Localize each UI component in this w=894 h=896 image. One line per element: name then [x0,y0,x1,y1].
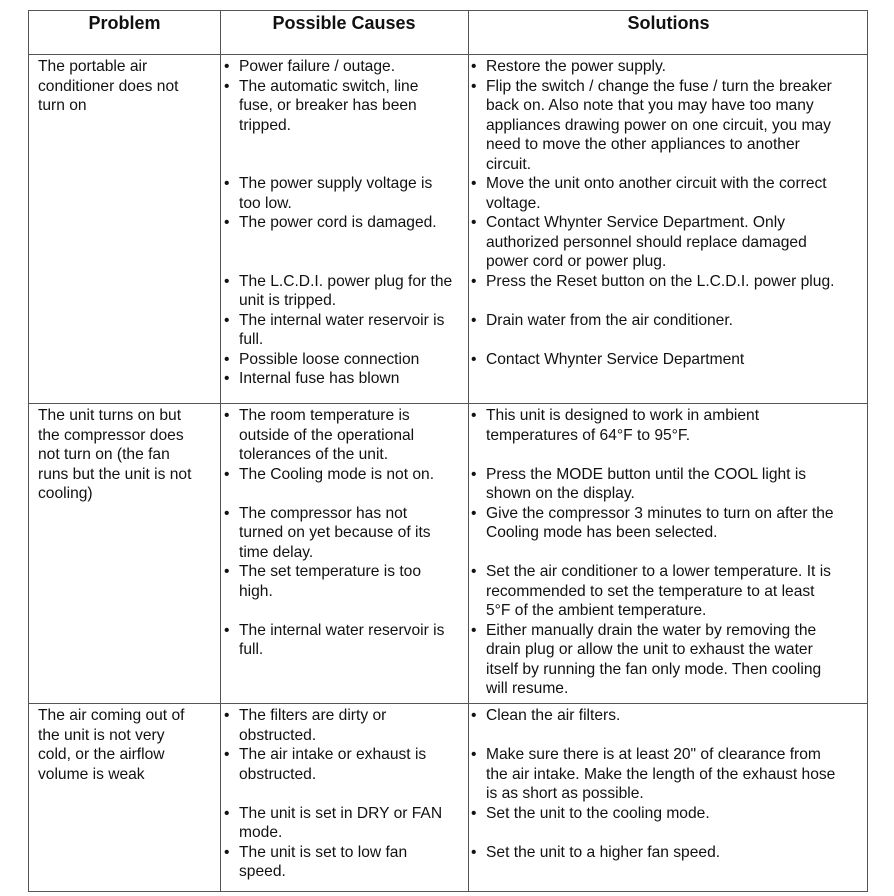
solution-item [486,350,744,370]
problem-description-line: runs but the unit is not [38,465,192,483]
cause-item [239,562,421,601]
solution-item-line: appliances drawing power on one circuit, you may [486,116,831,134]
solution-item [486,57,666,77]
solution-item-line: temperatures of 64°F to 95°F. [486,426,691,444]
row-divider-1 [29,403,867,404]
header-divider [29,54,867,55]
cause-item [239,311,444,350]
solution-item-line: is as short as possible. [486,785,644,802]
cause-item-line: outside of the operational [239,426,415,444]
cause-item-line: full. [239,331,264,348]
header-problem: Problem [88,13,161,33]
solution-item [486,706,620,726]
solution-item [486,621,821,699]
cause-item-line: The compressor has not [239,504,408,522]
solution-item [486,174,827,213]
cause-item [239,504,431,563]
solution-item-line: the air intake. Make the length of the exhaust hose [486,765,836,783]
cause-item [239,465,434,485]
cause-item-line: The air intake or exhaust is [239,746,427,763]
cause-item-line: full. [239,641,264,658]
problem-description [38,57,178,116]
cause-item [239,350,419,370]
solution-item-line: power cord or power plug. [486,253,667,270]
solution-item [486,804,710,824]
cause-item [239,174,432,213]
solution-item [486,311,733,331]
solution-item-line: voltage. [486,194,541,212]
solution-item-line: recommended to set the temperature to at least [486,582,815,600]
cause-item [239,272,452,311]
cause-item-line: mode. [239,824,283,841]
solution-item-line: Contact Whynter Service Department [486,350,745,368]
solution-item [486,77,832,175]
cause-item-line: The unit is set in DRY or FAN [239,804,443,822]
solution-item [486,504,834,543]
cause-item-line: high. [239,582,273,600]
solution-item [486,745,835,804]
problem-description-line: The air coming out of [38,707,185,724]
cause-item-line: The automatic switch, line [239,77,419,95]
cause-item-line: The unit is set to low fan [239,843,408,861]
solution-item-line: Drain water from the air conditioner. [486,311,734,329]
cause-item-line: Internal fuse has blown [239,370,400,387]
solution-item-line: circuit. [486,155,532,173]
cause-item-line: too low. [239,194,292,212]
problem-description [38,706,184,784]
cause-item-line: fuse, or breaker has been [239,97,417,114]
solution-item-line: Press the Reset button on the L.C.D.I. power plug. [486,272,835,290]
column-divider-causes-solutions [468,11,469,891]
solution-item-line: Press the MODE button until the COOL light is [486,465,807,483]
solution-item-line: authorized personnel should replace damaged [486,233,807,251]
problem-description-line: turn on [38,97,87,114]
cause-item-line: speed. [239,863,286,880]
solution-item-line: drain plug or allow the unit to exhaust the water [486,641,813,658]
solution-item-line: need to move the other appliances to another [486,136,800,153]
troubleshooting-table [28,10,868,892]
cause-item-line: obstructed. [239,726,317,744]
solution-item [486,213,807,272]
problem-description-line: The portable air [38,58,148,75]
problem-description-line: volume is weak [38,765,145,783]
solution-item-line: Flip the switch / change the fuse / turn the breaker [486,77,832,95]
solution-item-line: itself by running the fan only mode. Then cooling [486,660,822,678]
cause-item [239,213,437,233]
cause-item-line: The filters are dirty or [239,707,387,724]
problem-description-line: not turn on (the fan [38,446,170,463]
cause-item-line: The set temperature is too [239,563,422,580]
header-possible-causes: Possible Causes [272,13,416,33]
cause-item [239,804,442,843]
problem-description-line: the unit is not very [38,726,165,744]
cause-item-line: The internal water reservoir is [239,311,445,329]
cause-item-line: The Cooling mode is not on. [239,465,435,483]
cause-item-line: obstructed. [239,765,317,783]
problem-description-line: cold, or the airflow [38,746,165,763]
cause-item [239,745,426,784]
cause-item [239,843,407,882]
solution-item-line: Restore the power supply. [486,58,666,75]
solution-item-line: shown on the display. [486,485,635,502]
problem-description-line: the compressor does [38,426,184,444]
solution-item-line: Contact Whynter Service Department. Only [486,214,785,231]
solution-item [486,562,831,621]
solution-item-line: Clean the air filters. [486,707,621,724]
cause-item-line: time delay. [239,543,314,561]
cause-item-line: unit is tripped. [239,292,337,309]
problem-description-line: cooling) [38,485,93,502]
row-divider-2 [29,703,867,704]
solution-item [486,465,806,504]
cause-item-line: turned on yet because of its [239,524,431,541]
solution-item-line: Set the air conditioner to a lower temperature. It is [486,563,831,580]
cause-item [239,706,386,745]
problem-description [38,406,191,504]
solution-item [486,406,759,445]
solution-item-line: Cooling mode has been selected. [486,524,718,541]
cause-item-line: Possible loose connection [239,350,420,368]
solution-item [486,843,720,863]
solution-item-line: This unit is designed to work in ambient [486,407,760,424]
cause-item [239,77,418,136]
cause-item-line: tripped. [239,116,292,134]
cause-item-line: The room temperature is [239,407,410,424]
cause-item [239,57,395,77]
cause-item-line: tolerances of the unit. [239,446,389,463]
cause-item [239,621,444,660]
solution-item-line: 5°F of the ambient temperature. [486,602,707,619]
cause-item [239,369,399,389]
solution-item [486,272,834,292]
solution-item-line: Move the unit onto another circuit with the correct [486,175,827,192]
solution-item-line: Set the unit to a higher fan speed. [486,843,721,861]
cause-item-line: Power failure / outage. [239,58,396,75]
cause-item-line: The internal water reservoir is [239,621,445,639]
problem-description-line: conditioner does not [38,77,179,95]
problem-description-line: The unit turns on but [38,407,182,424]
cause-item-line: The power supply voltage is [239,175,433,192]
solution-item-line: will resume. [486,680,569,697]
cause-item [239,406,414,465]
solution-item-line: Set the unit to the cooling mode. [486,804,710,822]
cause-item-line: The L.C.D.I. power plug for the [239,272,453,290]
column-divider-problem-causes [220,11,221,891]
solution-item-line: back on. Also note that you may have too many [486,97,814,114]
cause-item-line: The power cord is damaged. [239,214,437,231]
header-solutions: Solutions [627,13,710,33]
solution-item-line: Make sure there is at least 20" of clearance from [486,746,821,763]
solution-item-line: Give the compressor 3 minutes to turn on after the [486,504,834,522]
solution-item-line: Either manually drain the water by removing the [486,621,817,639]
